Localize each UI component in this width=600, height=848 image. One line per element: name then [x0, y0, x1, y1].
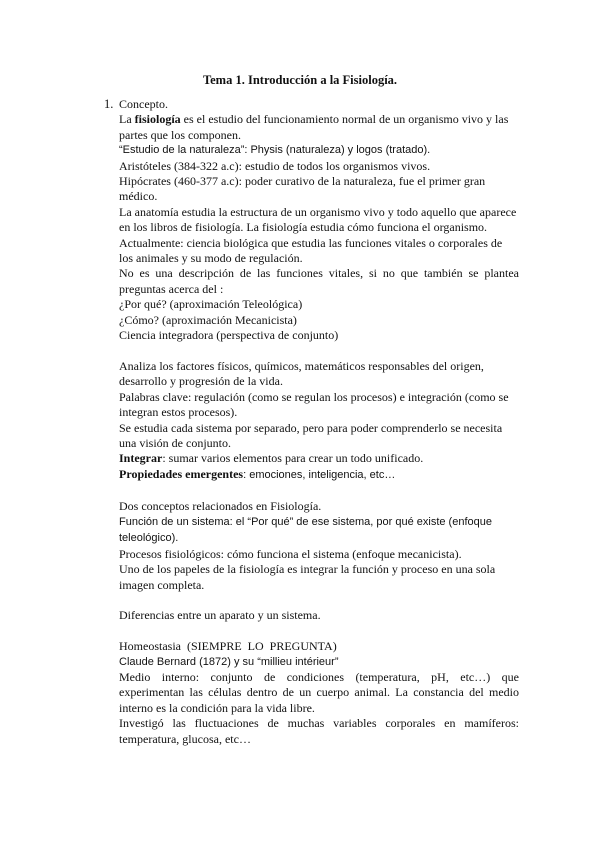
- fisiologia-term: fisiología: [134, 112, 181, 127]
- funcion-paragraph: [119, 514, 519, 547]
- definition-prefix: La: [119, 112, 135, 127]
- propiedades-text: : emociones, inteligencia, etc…: [243, 468, 396, 481]
- integrar-text: : sumar varios elementos para crear un todo unificado.: [162, 451, 424, 466]
- propiedades-term: Propiedades emergentes: [119, 466, 244, 481]
- diferencias-line: Diferencias entre un aparato y un sistema.: [119, 608, 321, 623]
- document-title: Tema 1. Introducción a la Fisiología.: [202, 73, 398, 87]
- spacer: [119, 624, 519, 639]
- propiedades-line: [119, 467, 519, 483]
- list-number: 1.: [104, 97, 114, 111]
- anatomia-paragraph: La anatomía estudia la estructura de un organismo vivo y todo aquello que aparece en los libros de fisiología. La fisiología estudia cómo funciona el organismo.: [119, 204, 517, 235]
- spacer: [119, 483, 519, 498]
- spacer: [119, 344, 519, 359]
- homeostasia-heading: Homeostasia (SIEMPRE LO PREGUNTA): [119, 639, 337, 654]
- analiza-paragraph: Analiza los factores físicos, químicos, matemáticos responsables del origen, desarrollo y progresión de la vida.: [119, 358, 484, 389]
- se-estudia-paragraph: Se estudia cada sistema por separado, pero para poder comprenderlo se necesita una visión de conjunto.: [119, 420, 503, 450]
- etymology-line: “Estudio de la naturaleza”: Physis (naturaleza) y logos (tratado).: [119, 144, 431, 157]
- procesos-line: Procesos fisiológicos: cómo funciona el sistema (enfoque mecanicista).: [119, 546, 462, 561]
- palabras-clave-paragraph: Palabras clave: regulación (como se regulan los procesos) e integración (como se integran estos procesos).: [119, 389, 509, 420]
- spacer: [119, 593, 519, 608]
- definition-text: es el estudio del funcionamiento normal de un organismo vivo y las partes que los componen.: [119, 112, 509, 142]
- actualmente-paragraph: Actualmente: ciencia biológica que estudia las funciones vitales o corporales de los animales y su modo de regulación.: [119, 235, 503, 266]
- aristoteles-line: Aristóteles (384-322 a.c): estudio de todos los organismos vivos.: [119, 158, 431, 173]
- integrar-term: Integrar: [119, 451, 163, 466]
- por-que-line: ¿Por qué? (aproximación Teleológica): [119, 297, 303, 312]
- como-line: ¿Cómo? (aproximación Mecanicista): [119, 312, 297, 327]
- dos-conceptos-line: Dos conceptos relacionados en Fisiología.: [119, 498, 322, 513]
- document-body: [119, 97, 519, 747]
- claude-bernard-line: Claude Bernard (1872) y su “millieu intérieur”: [119, 655, 339, 668]
- investigo-paragraph: Investigó las fluctuaciones de muchas variables corporales en mamíferos: temperatura, glucosa, etc…: [119, 716, 519, 746]
- definition-paragraph: [119, 112, 519, 143]
- medio-interno-paragraph: Medio interno: conjunto de condiciones (temperatura, pH, etc…) que experimentan las células dentro de un cuerpo animal. La constancia del medio interno es la condición para la vida libre.: [119, 669, 519, 715]
- ciencia-line: Ciencia integradora (perspectiva de conjunto): [119, 328, 339, 343]
- no-es-paragraph: No es una descripción de las funciones vitales, si no que también se plantea preguntas acerca del :: [119, 266, 519, 296]
- integrar-line: [119, 451, 519, 466]
- concept-heading: Concepto.: [119, 97, 168, 111]
- funcion-text: Función de un sistema: el “Por qué” de ese sistema, por qué existe (enfoque teleológico).: [119, 515, 492, 545]
- uno-de-paragraph: Uno de los papeles de la fisiología es integrar la función y proceso en una sola imagen completa.: [119, 562, 496, 592]
- hipocrates-line: Hipócrates (460-377 a.c): poder curativo de la naturaleza, fue el primer gran médico.: [119, 174, 486, 204]
